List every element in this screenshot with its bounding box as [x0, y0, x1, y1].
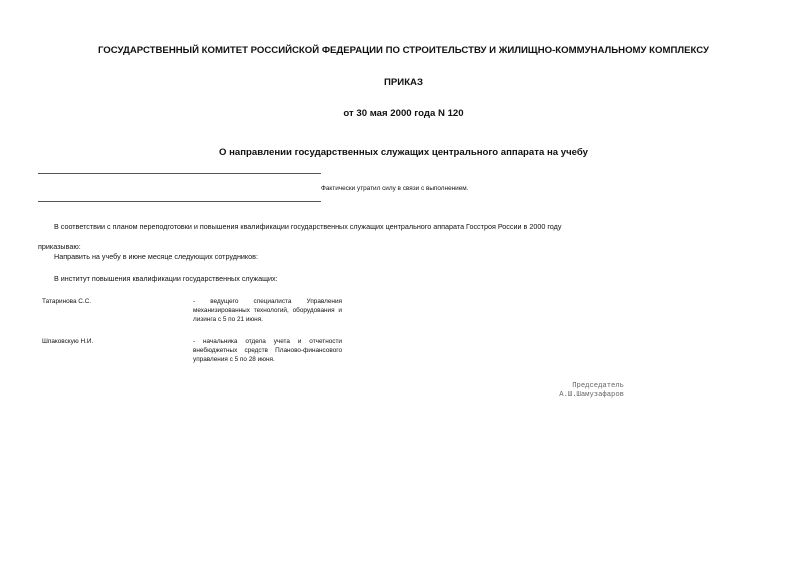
employee-position: - ведущего специалиста Управления механизированных технологий, оборудования и лизинга с 5 по 21 июня.	[193, 298, 342, 323]
employee-name: Шпаковскую Н.И.	[42, 338, 94, 345]
employee-name: Татаринова С.С.	[42, 298, 92, 305]
order-word: приказываю:	[38, 242, 81, 251]
preamble-paragraph: В соответствии с планом переподготовки и повышения квалификации государственных служащих центрального аппарата Госстроя России в 2000 году	[54, 222, 562, 231]
status-note: Фактически утратил силу в связи с выполнением.	[321, 185, 469, 192]
subject-heading: О направлении государственных служащих центрального аппарата на учебу	[219, 147, 588, 158]
employee-position: - начальника отдела учета и отчетности внебюджетных средств Планово-финансового управления с 5 по 28 июня.	[193, 338, 342, 363]
signature-title: Председатель	[572, 382, 624, 390]
committee-heading: ГОСУДАРСТВЕННЫЙ КОМИТЕТ РОССИЙСКОЙ ФЕДЕРАЦИИ ПО СТРОИТЕЛЬСТВУ И ЖИЛИЩНО-КОММУНАЛЬНОМУ КОМПЛЕКСУ	[97, 45, 710, 56]
status-bottom-rule	[38, 201, 321, 202]
institute-paragraph: В институт повышения квалификации государственных служащих:	[54, 274, 278, 283]
date-number-heading: от 30 мая 2000 года N 120	[343, 108, 464, 119]
document-type-heading: ПРИКАЗ	[384, 77, 423, 88]
directive-paragraph: Направить на учебу в июне месяце следующих сотрудников:	[54, 252, 258, 261]
signature-name: А.Ш.Шамузафаров	[559, 391, 624, 399]
status-top-rule	[38, 173, 321, 174]
